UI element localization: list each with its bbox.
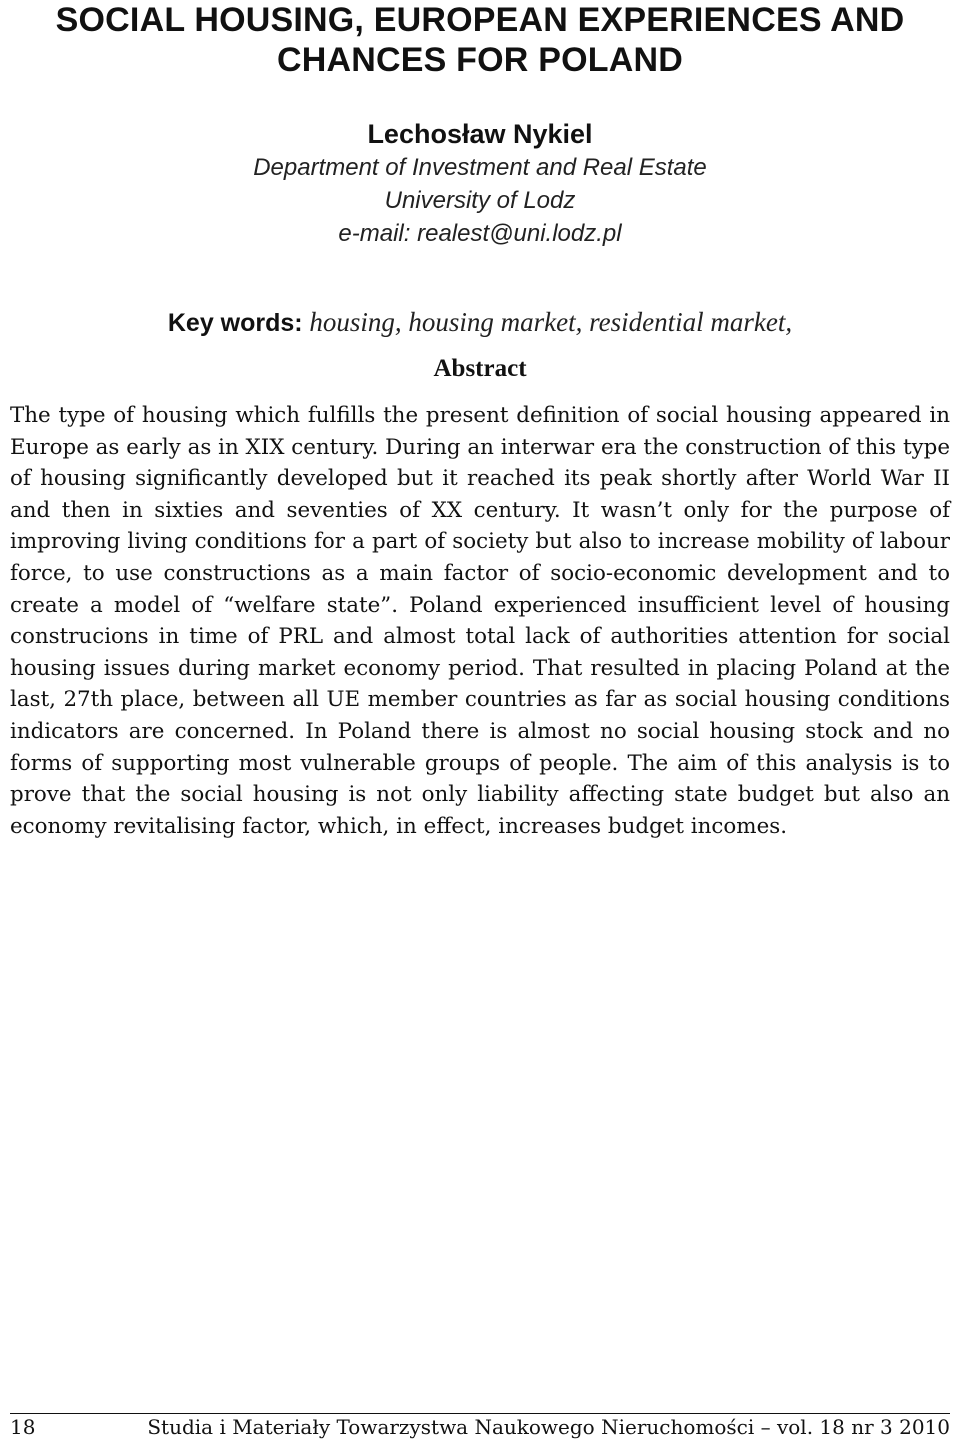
abstract-heading: Abstract — [433, 355, 527, 382]
author-email: e-mail: realest@uni.lodz.pl — [338, 220, 622, 247]
title-line-1: SOCIAL HOUSING, EUROPEAN EXPERIENCES AND — [55, 1, 905, 39]
title-line-2: CHANCES FOR POLAND — [277, 41, 683, 79]
page-number: 18 — [10, 1415, 36, 1439]
keywords-line — [0, 305, 960, 340]
author-university: University of Lodz — [384, 187, 576, 214]
paper-title — [0, 0, 960, 80]
page-footer — [10, 1412, 950, 1445]
keywords-values: housing, housing market, residential market, — [309, 307, 793, 337]
abstract-text: The type of housing which fulfills the present definition of social housing appeared in Europe as early as in XIX century. During an interwar era the construction of this type of housing significantly developed but it reached its peak shortly after World War II and then in sixties and seventies of XX century. It wasn’t only for the purpose of improving living conditions for a part of society but also to increase mobility of labour force, to use constructions as a main factor of socio-economic development and to create a model of “welfare state”. Poland experienced insufficient level of housing construcions in time of PRL and almost total lack of authorities attention for social housing issues during market economy period. That resulted in placing Poland at the last, 27th place, between all UE member countries as far as social housing conditions indicators are concerned. In Poland there is almost no social housing stock and no forms of supporting most vulnerable groups of people. The aim of this analysis is to prove that the social housing is not only liability affecting state budget but also an economy revitalising factor, which, in effect, increases budget incomes. — [10, 403, 950, 839]
keywords-label: Key words: — [167, 309, 303, 337]
author-block — [0, 117, 960, 250]
author-department: Department of Investment and Real Estate — [253, 154, 707, 181]
author-name: Lechosław Nykiel — [367, 119, 593, 149]
journal-citation: Studia i Materiały Towarzystwa Naukowego Nieruchomości – vol. 18 nr 3 2010 — [147, 1415, 950, 1439]
